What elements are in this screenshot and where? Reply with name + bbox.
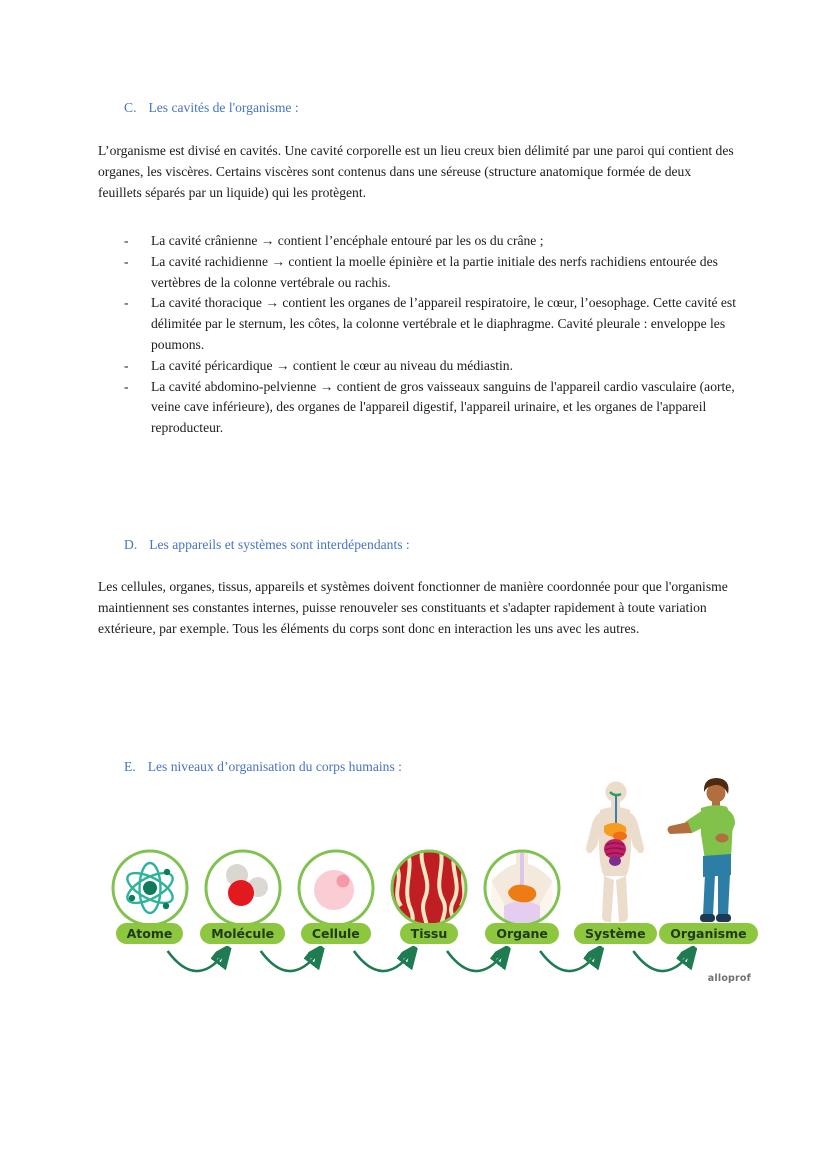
section-e-label: E. [124,759,136,774]
arrow-atome-molecule [168,951,225,971]
list-item [124,293,738,355]
arrow-cellule-tissu [354,951,411,971]
level-systeme [569,780,662,944]
level-cellule [289,848,382,944]
arrow-molecule-cellule [261,951,318,971]
level-label-molecule: Molécule [200,923,285,944]
cell-icon [296,848,376,928]
system-icon [570,780,660,928]
level-label-tissu: Tissu [400,923,459,944]
level-organe [476,848,569,944]
section-c-paragraph: L’organisme est divisé en cavités. Une cavité corporelle est un lieu creux bien délimité par une paroi qui contient des organes, les viscères. Certains viscères sont contenus dans une séreuse (structure anatomique formée de deux feuillets séparés par un liquide) qui les protègent. [98,143,734,200]
bullet-marker: - [124,253,129,269]
arrow-organe-systeme [540,951,597,971]
bullet-text: La cavité thoracique → contient les organes de l’appareil respiratoire, le cœur, l’oesophage. Cette cavité est délimitée par le sternum, les côtes, la colonne vertébrale et le diaphragme. Cavité pleurale : enveloppe les poumons. [151,295,737,352]
section-d-label: D. [124,537,138,552]
atom-icon [110,848,190,928]
level-arrows [103,946,755,994]
levels-row [103,776,755,944]
level-tissu [382,848,475,944]
bullet-text: La cavité crânienne → contient l’encéphale entouré par les os du crâne ; [151,233,544,248]
level-label-organisme: Organisme [659,923,757,944]
level-label-atome: Atome [116,923,184,944]
section-c-heading [124,100,299,116]
organization-levels-diagram [103,776,755,1026]
list-item [124,252,738,294]
arrow-tissu-organe [447,951,504,971]
level-organisme [662,776,755,944]
list-item [124,356,738,377]
alloprof-logo: alloprof [707,973,751,984]
bullet-marker: - [124,378,129,394]
molecule-icon [203,848,283,928]
arrow-systeme-organisme [633,951,690,971]
organ-icon [482,848,562,928]
bullet-marker: - [124,357,129,373]
bullet-text: La cavité rachidienne → contient la moelle épinière et la partie initiale des nerfs rachidiens entourée des vertèbres de la colonne vertébrale ou rachis. [151,253,718,290]
level-molecule [196,848,289,944]
level-label-cellule: Cellule [301,923,371,944]
list-item [124,377,738,439]
section-d-heading [124,537,410,553]
section-e-heading [124,759,402,775]
bullet-marker: - [124,295,129,311]
bullet-text: La cavité abdomino-pelvienne → contient de gros vaisseaux sanguins de l'appareil cardio vasculaire (aorte, veine cave inférieure), des organes de l'appareil digestif, l'appareil urinaire, et les organes de l'appareil reproducteur. [151,378,735,436]
section-d-title: Les appareils et systèmes sont interdépendants : [149,537,410,552]
level-label-organe: Organe [485,923,559,944]
organism-icon [665,776,751,928]
level-atome [103,848,196,944]
list-item [124,231,738,252]
section-e-title: Les niveaux d’organisation du corps humains : [147,759,402,774]
tissue-icon [389,848,469,928]
level-label-systeme: Système [574,923,657,944]
section-c-label: C. [124,100,137,115]
section-d-paragraph: Les cellules, organes, tissus, appareils et systèmes doivent fonctionner de manière coordonnée pour que l'organisme maintiennent ses constantes internes, puisse renouveler ses constituants et s'adapter rapidement à toute variation extérieure, par exemple. Tous les éléments du corps sont donc en interaction les uns avec les autres. [98,579,728,636]
bullet-text: La cavité péricardique → contient le cœur au niveau du médiastin. [151,357,513,373]
cavity-bullet-list [124,231,738,439]
bullet-marker: - [124,233,129,248]
section-c-title: Les cavités de l'organisme : [148,100,299,115]
